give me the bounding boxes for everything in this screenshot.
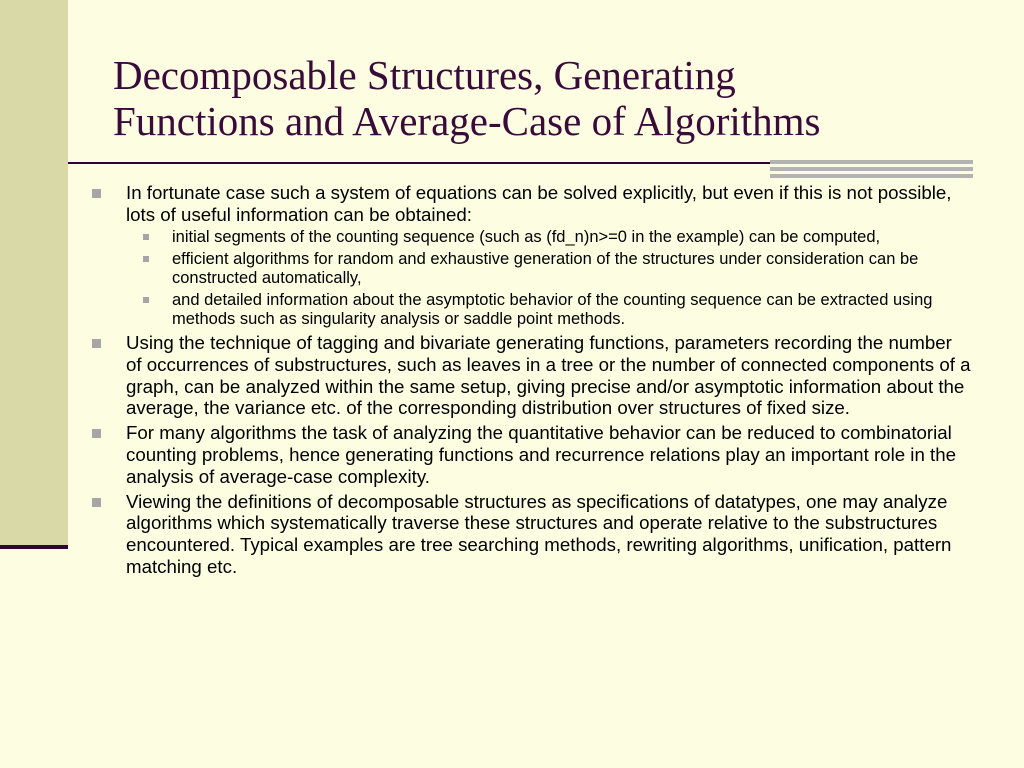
bullet-item xyxy=(92,422,972,487)
left-decor-bar xyxy=(0,0,68,545)
bullet-item xyxy=(92,491,972,578)
square-bullet-icon xyxy=(92,339,101,348)
square-bullet-icon xyxy=(92,429,101,438)
slide-title-line-1: Decomposable Structures, Generating xyxy=(113,52,736,98)
square-bullet-icon xyxy=(92,498,101,507)
bullet-text: For many algorithms the task of analyzing the quantitative behavior can be reduced to combinatorial counting problems, hence generating functions and recurrence relations play an important role in the analysis of average-case complexity. xyxy=(126,422,957,487)
bullet-text: Using the technique of tagging and bivariate generating functions, parameters recording the number of occurrences of substructures, such as leaves in a tree or the number of connected components of a graph, can be analyzed within the same setup, giving precise and/or asymptotic information about the average, the variance etc. of the corresponding distribution over structures of fixed size. xyxy=(126,332,971,419)
left-decor-line xyxy=(0,545,68,549)
slide-body xyxy=(92,182,972,581)
bullet-item xyxy=(92,182,972,328)
bullet-text: Viewing the definitions of decomposable structures as specifications of datatypes, one may analyze algorithms which systematically traverse these structures and operate relative to the substructures encountered. Typical examples are tree searching methods, rewriting algorithms, unification, pattern matching etc. xyxy=(126,490,952,578)
sub-bullet-text: efficient algorithms for random and exhaustive generation of the structures under consideration can be constructed automatically, xyxy=(172,250,919,287)
square-bullet-icon xyxy=(143,297,149,303)
sub-bullet-text: initial segments of the counting sequence (such as (fd_n)n>=0 in the example) can be computed, xyxy=(172,227,881,246)
decor-stripe xyxy=(770,160,973,164)
square-bullet-icon xyxy=(143,256,149,262)
sub-bullet-text: and detailed information about the asymptotic behavior of the counting sequence can be extracted using methods such as singularity analysis or saddle point methods. xyxy=(172,291,933,328)
decor-stripe xyxy=(770,174,973,178)
decor-stripe xyxy=(770,167,973,171)
sub-bullet-item xyxy=(126,228,972,247)
bullet-text: In fortunate case such a system of equations can be solved explicitly, but even if this is not possible, lots of useful information can be obtained: xyxy=(126,182,952,225)
sub-bullet-list xyxy=(126,228,972,329)
sub-bullet-item xyxy=(126,291,972,328)
square-bullet-icon xyxy=(143,234,149,240)
sub-bullet-item xyxy=(126,250,972,287)
slide-title xyxy=(113,52,993,144)
slide-title-line-2: Functions and Average-Case of Algorithms xyxy=(113,98,821,144)
bullet-item xyxy=(92,332,972,419)
square-bullet-icon xyxy=(92,189,101,198)
